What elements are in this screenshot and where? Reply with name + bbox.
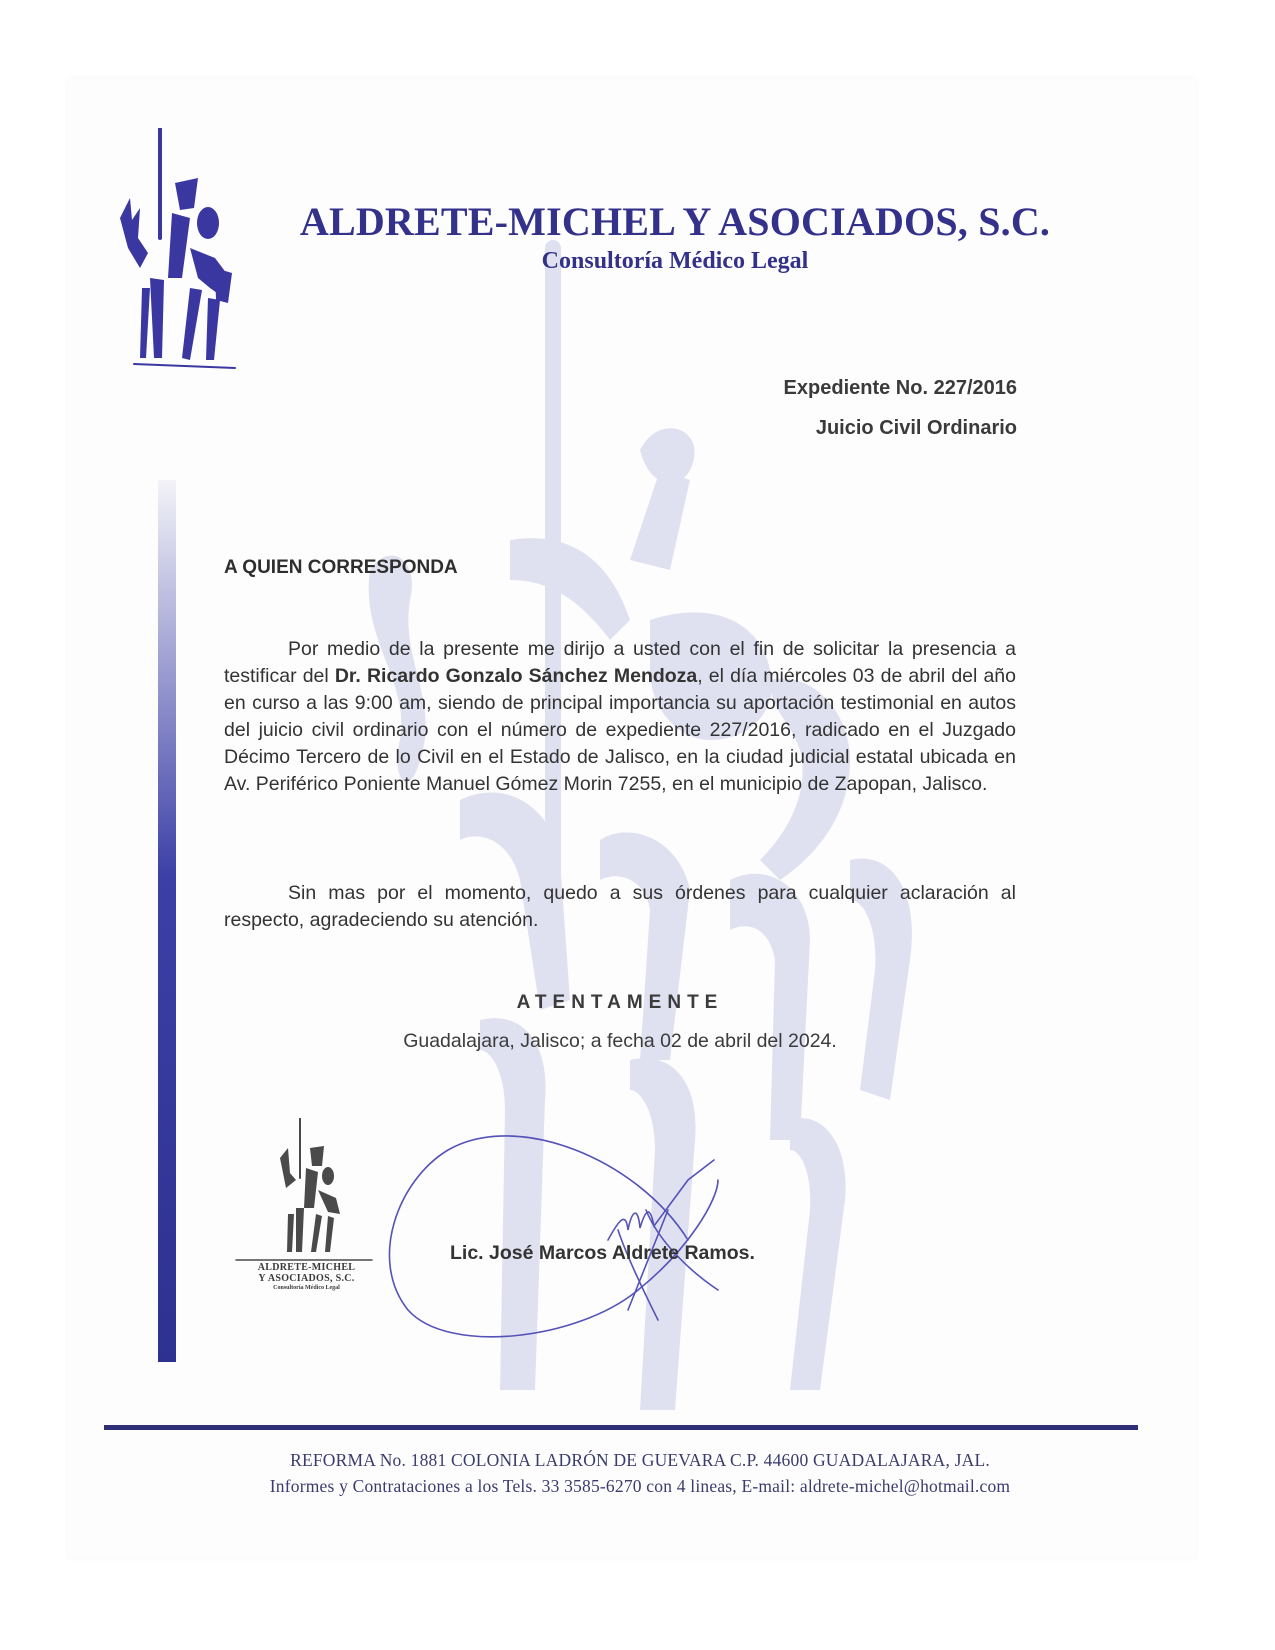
witness-name: Dr. Ricardo Gonzalo Sánchez Mendoza: [334, 665, 698, 687]
stamp-line-2: Y ASOCIADOS, S.C.: [258, 1273, 355, 1284]
stamp-text: [234, 1262, 379, 1292]
paragraph-1-end: , el día miércoles 03 de abril del año en curso a las 9:00 am, siendo de principal importancia su aportación testimonial en autos del juicio civil ordinario con el número de expediente 227/2016, radicado en el Juzgado Décimo Tercero de lo Civil en el Estado de Jalisco, en la ciudad judicial estatal ubicada en Av. Periférico Poniente Manuel Gómez Morin 7255, en el municipio de Zapopan, Jalisco.: [224, 665, 1016, 795]
signer-name: Lic. José Marcos Aldrete Ramos.: [450, 1242, 755, 1264]
case-number: Expediente No. 227/2016: [783, 377, 1017, 399]
footer-contact: Informes y Contrataciones a los Tels. 33 3585-6270 con 4 lineas, E-mail: aldrete-michel@hotmail.com: [269, 1476, 1011, 1496]
handwritten-signature: [388, 1120, 818, 1350]
body-paragraph-1: [224, 636, 1016, 798]
place-and-date: Guadalajara, Jalisco; a fecha 02 de abril del 2024.: [403, 1030, 837, 1052]
decorative-side-bar: [158, 480, 176, 1362]
salutation: A QUIEN CORRESPONDA: [224, 557, 458, 578]
case-type: Juicio Civil Ordinario: [815, 417, 1017, 439]
body-paragraph-2: Sin mas por el momento, quedo a sus órdenes para cualquier aclaración al respecto, agradeciendo su atención.: [224, 882, 1016, 931]
firm-subtitle: Consultoría Médico Legal: [541, 248, 809, 274]
footer-divider: [104, 1425, 1138, 1430]
stamp-line-1: ALDRETE-MICHEL: [257, 1262, 356, 1273]
firm-name: ALDRETE-MICHEL Y ASOCIADOS, S.C.: [299, 199, 1051, 244]
footer-address: REFORMA No. 1881 COLONIA LADRÓN DE GUEVARA C.P. 44600 GUADALAJARA, JAL.: [290, 1450, 990, 1470]
stamp-line-3: Consultoría Médico Legal: [273, 1285, 340, 1291]
paragraph-1-start: Por medio de la presente me dirijo a usted con el fin de solicitar la presencia a testificar del: [224, 638, 1016, 687]
closing-atentamente: ATENTAMENTE: [516, 992, 724, 1013]
